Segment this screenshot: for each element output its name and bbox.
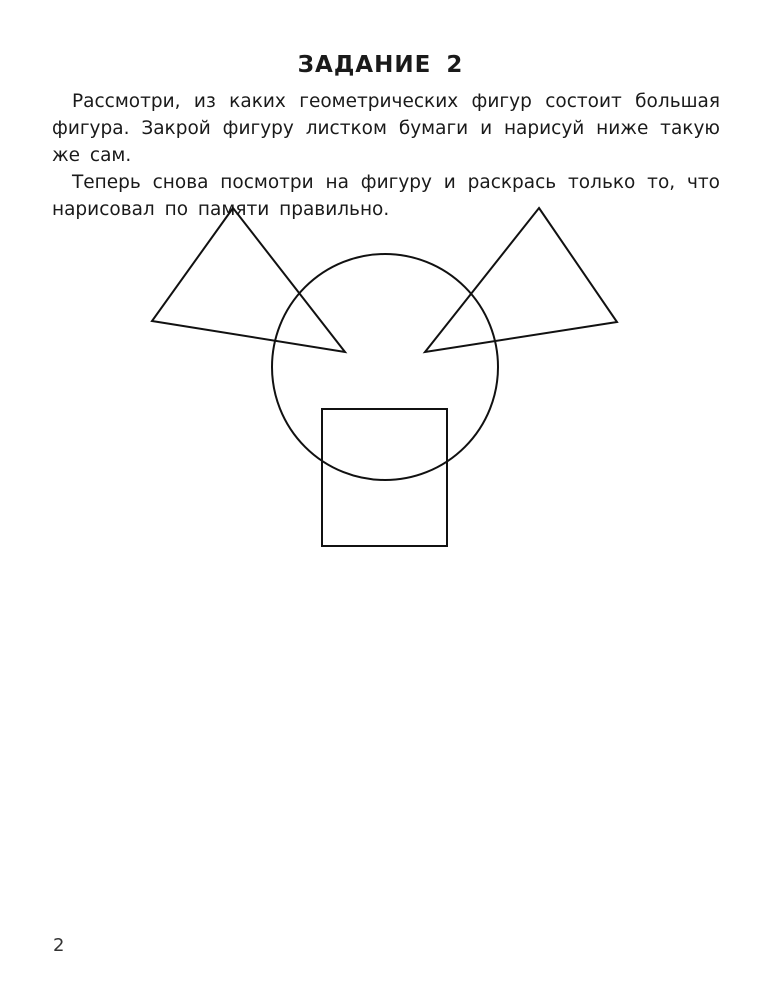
figure-triangle-left [152,208,345,352]
page-number: 2 [53,935,65,956]
task-title: ЗАДАНИЕ 2 [297,52,464,78]
instruction-paragraph-2: Теперь снова посмотри на фигуру и раскрась только то, что нарисовал по памяти правильно. [52,172,720,220]
instruction-paragraph-1: Рассмотри, из каких геометрических фигур состоит большая фигура. Закрой фигуру листком бумаги и нарисуй ниже такую же сам. [52,91,720,166]
figure-circle [272,254,498,480]
figure-triangle-right [425,208,617,352]
task-instructions [52,88,720,223]
figure-square [322,409,447,546]
